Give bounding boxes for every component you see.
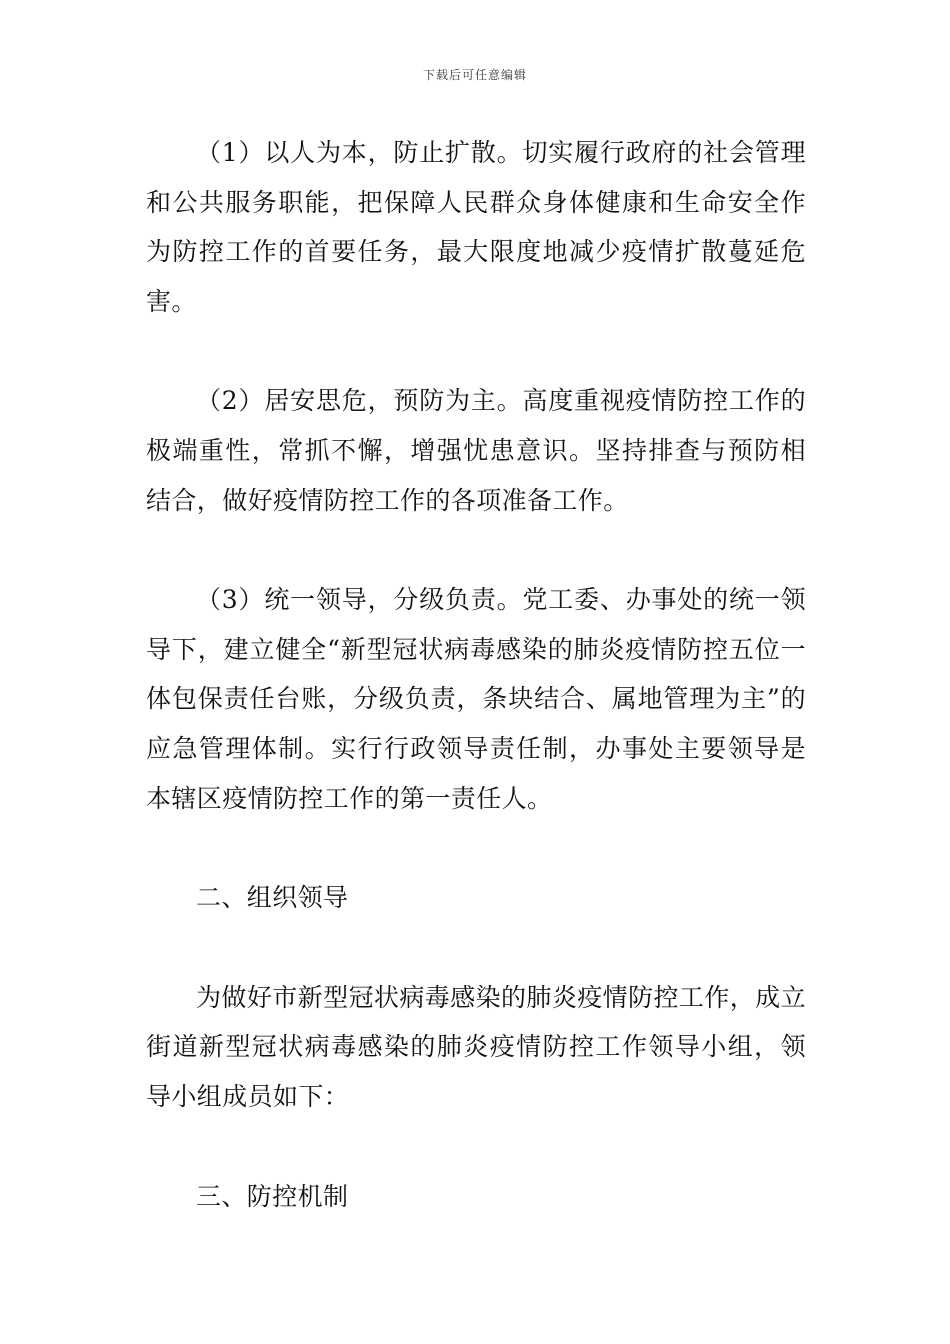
paragraph-leadership-group: 为做好市新型冠状病毒感染的肺炎疫情防控工作，成立街道新型冠状病毒感染的肺炎疫情防控工作领导小组，领导小组成员如下：	[146, 982, 806, 1111]
section-heading-organization: 二、组织领导	[196, 883, 349, 913]
paragraph-principle-1: （1）以人为本，防止扩散。切实履行政府的社会管理和公共服务职能，把保障人民群众身体健康和生命安全作为防控工作的首要任务，最大限度地减少疫情扩散蔓延危害。	[146, 138, 806, 316]
section-heading-mechanism: 三、防控机制	[196, 1181, 349, 1211]
document-body	[146, 128, 806, 1221]
page-header-note: 下载后可任意编辑	[422, 68, 527, 82]
paragraph-principle-2: （2）居安思危，预防为主。高度重视疫情防控工作的极端重性，常抓不懈，增强忧患意识。坚持排查与预防相结合，做好疫情防控工作的各项准备工作。	[146, 386, 806, 515]
paragraph-principle-3: （3）统一领导，分级负责。党工委、办事处的统一领导下，建立健全“新型冠状病毒感染的肺炎疫情防控五位一体包保责任台账，分级负责，条块结合、属地管理为主”的应急管理体制。实行行政领导责任制，办事处主要领导是本辖区疫情防控工作的第一责任人。	[146, 585, 806, 813]
